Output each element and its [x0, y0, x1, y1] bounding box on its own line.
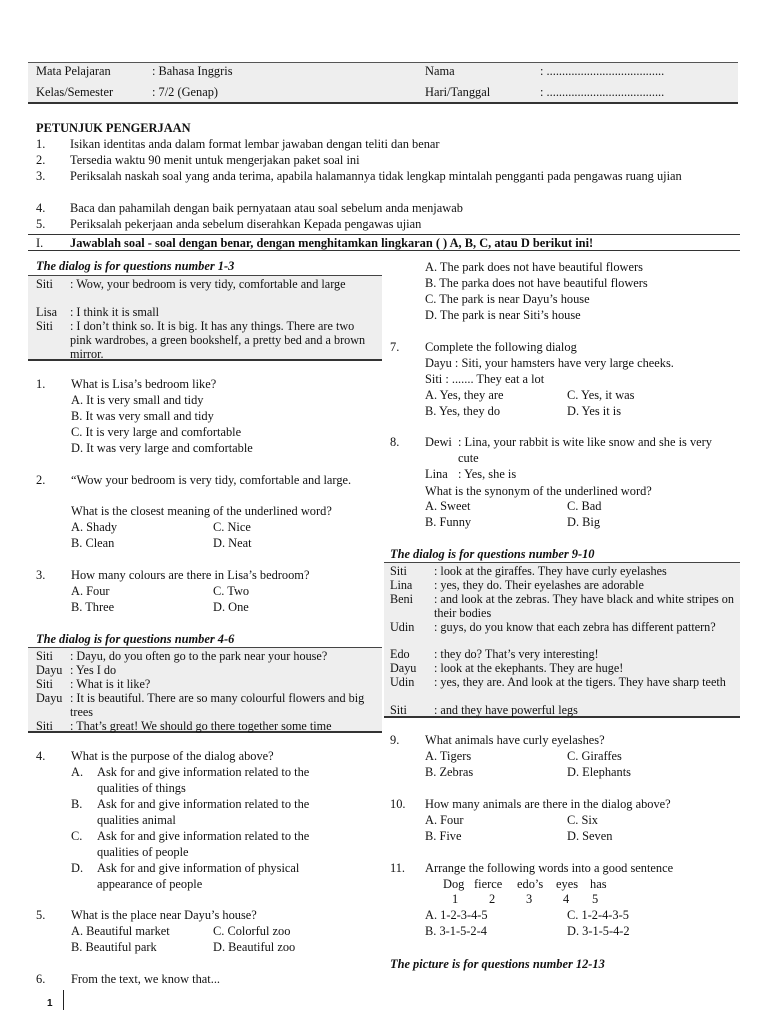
section-heading: I. Jawablah soal - soal dengan benar, dengan menghitamkan lingkaran ( ) A, B, C, atau D berikut ini! — [28, 234, 740, 251]
question-4: 4. What is the purpose of the dialog above? — [36, 749, 274, 763]
footer-divider — [63, 990, 64, 1010]
option-b[interactable]: B. It was very small and tidy — [71, 409, 214, 423]
instruction-item: 2. Tersedia waktu 90 menit untuk mengerjakan paket soal ini — [36, 153, 360, 167]
word-number: 1 — [452, 892, 459, 906]
date-label: Hari/Tanggal — [425, 85, 491, 99]
instruction-item: 5. Periksalah pekerjaan anda sebelum diserahkan Kepada pengawas ujian — [36, 217, 422, 231]
word-item: has — [590, 877, 607, 891]
option-c[interactable]: C. Ask for and give information related to the qualities of people — [71, 829, 310, 859]
option-d[interactable]: D. Seven — [567, 829, 613, 843]
option-a[interactable]: A. 1-2-3-4-5 — [425, 908, 488, 922]
dialog-line: Udin : guys, do you know that each zebra has different pattern? — [390, 620, 716, 634]
instruction-item: 1. Isikan identitas anda dalam format lembar jawaban dengan teliti dan benar — [36, 137, 440, 151]
dialog-line: Siti : and they have powerful legs — [390, 703, 578, 717]
picture-section-title: The picture is for questions number 12-13 — [390, 957, 605, 971]
question-3: 3. How many colours are there in Lisa’s bedroom? — [36, 568, 310, 582]
dialog-line: Siti : Wow, your bedroom is very tidy, comfortable and large — [36, 277, 346, 291]
dialog-title: The dialog is for questions number 4-6 — [36, 632, 235, 646]
question-10: 10. How many animals are there in the dialog above? — [390, 797, 671, 811]
question-2-prompt: What is the closest meaning of the underlined word? — [71, 504, 332, 518]
option-d[interactable]: D. Beautiful zoo — [213, 940, 296, 954]
dialog-line: Lisa : I think it is small — [36, 305, 160, 319]
option-b[interactable]: B. Three — [71, 600, 115, 614]
option-a[interactable]: A. It is very small and tidy — [71, 393, 204, 407]
dialog-line: Udin : yes, they are. And look at the tigers. They have sharp teeth — [390, 675, 726, 689]
dialog-line: Edo : they do? That’s very interesting! — [390, 647, 599, 661]
option-a[interactable]: A. Four — [71, 584, 110, 598]
option-b[interactable]: B. Yes, they do — [425, 404, 501, 418]
option-b[interactable]: B. Five — [425, 829, 462, 843]
dialog-line: Siti : look at the giraffes. They have curly eyelashes — [390, 564, 667, 578]
word-number: 5 — [592, 892, 599, 906]
option-b[interactable]: B. Ask for and give information related to the qualities animal — [71, 797, 310, 827]
option-c[interactable]: C. It is very large and comfortable — [71, 425, 242, 439]
word-item: Dog — [443, 877, 465, 891]
option-c[interactable]: C. 1-2-4-3-5 — [567, 908, 629, 922]
subject-label: Mata Pelajaran — [36, 64, 111, 78]
option-c[interactable]: C. Yes, it was — [567, 388, 635, 402]
option-d[interactable]: D. The park is near Siti’s house — [425, 308, 581, 322]
date-field[interactable]: : ...................................... — [540, 85, 665, 99]
name-field[interactable]: : ...................................... — [540, 64, 665, 78]
option-d[interactable]: D. Elephants — [567, 765, 632, 779]
option-a[interactable]: A. The park does not have beautiful flowers — [425, 260, 643, 274]
dialog-line: Siti : I don’t think so. It is big. It has any things. There are two pink wardrobes, a green bookshelf, a pretty bed and a brown mirror. — [36, 319, 366, 361]
word-item: edo’s — [517, 877, 544, 891]
question-8-prompt: What is the synonym of the underlined word? — [425, 484, 652, 498]
dialog-line: Dayu : Yes I do — [36, 663, 117, 677]
option-d[interactable]: D. Ask for and give information of physical appearance of people — [71, 861, 300, 891]
dialog-line: Dayu : It is beautiful. There are so many colourful flowers and big trees — [36, 691, 365, 719]
option-d[interactable]: D. 3-1-5-4-2 — [567, 924, 630, 938]
question-7: 7. Complete the following dialog — [390, 340, 577, 354]
option-d[interactable]: D. It was very large and comfortable — [71, 441, 253, 455]
question-2: 2. “Wow your bedroom is very tidy, comfortable and large. — [36, 473, 352, 487]
dialog-line: Lina : yes, they do. Their eyelashes are adorable — [390, 578, 644, 592]
option-d[interactable]: D. Neat — [213, 536, 252, 550]
option-b[interactable]: B. Zebras — [425, 765, 474, 779]
option-d[interactable]: D. Yes it is — [567, 404, 622, 418]
word-item: fierce — [474, 877, 503, 891]
word-number: 2 — [489, 892, 496, 906]
dialog-line: Siti : What is it like? — [36, 677, 151, 691]
option-d[interactable]: D. One — [213, 600, 249, 614]
option-a[interactable]: A. Sweet — [425, 499, 471, 513]
option-b[interactable]: B. Clean — [71, 536, 115, 550]
option-c[interactable]: C. Six — [567, 813, 598, 827]
question-7-dialog-line: Dayu : Siti, your hamsters have very large cheeks. — [425, 356, 674, 370]
word-number: 4 — [563, 892, 570, 906]
class-label: Kelas/Semester — [36, 85, 114, 99]
option-a[interactable]: A. Yes, they are — [425, 388, 504, 402]
name-label: Nama — [425, 64, 455, 78]
instruction-item: 4. Baca dan pahamilah dengan baik pernyataan atau soal sebelum anda menjawab — [36, 201, 463, 215]
dialog-title: The dialog is for questions number 9-10 — [390, 547, 595, 561]
option-d[interactable]: D. Big — [567, 515, 601, 529]
word-item: eyes — [556, 877, 579, 891]
option-b[interactable]: B. Beautiful park — [71, 940, 157, 954]
option-c[interactable]: C. Colorful zoo — [213, 924, 291, 938]
subject-value: : Bahasa Inggris — [152, 64, 233, 78]
dialog-line: Beni : and look at the zebras. They have black and white stripes on their bodies — [390, 592, 734, 620]
option-b[interactable]: B. Funny — [425, 515, 472, 529]
question-8: 8. Dewi : Lina, your rabbit is wite like snow and she is very cute — [390, 435, 712, 465]
option-c[interactable]: C. Giraffes — [567, 749, 622, 763]
option-c[interactable]: C. Nice — [213, 520, 251, 534]
dialog-line: Siti : That’s great! We should go there together some time — [36, 719, 332, 733]
question-11: 11. Arrange the following words into a good sentence — [390, 861, 674, 875]
dialog-title: The dialog is for questions number 1-3 — [36, 259, 235, 273]
page-number: 1 — [47, 998, 53, 1009]
option-c[interactable]: C. The park is near Dayu’s house — [425, 292, 590, 306]
question-9: 9. What animals have curly eyelashes? — [390, 733, 605, 747]
option-a[interactable]: A. Four — [425, 813, 464, 827]
question-7-dialog-line: Siti : ....... They eat a lot — [425, 372, 545, 386]
option-a[interactable]: A. Tigers — [425, 749, 472, 763]
option-a[interactable]: A. Ask for and give information related to the qualities of things — [71, 765, 310, 795]
dialog-line: Siti : Dayu, do you often go to the park near your house? — [36, 649, 328, 663]
question-8-speaker: Lina — [425, 467, 448, 481]
option-b[interactable]: B. 3-1-5-2-4 — [425, 924, 487, 938]
option-c[interactable]: C. Two — [213, 584, 250, 598]
dialog-line: Dayu : look at the ekephants. They are huge! — [390, 661, 624, 675]
option-b[interactable]: B. The parka does not have beautiful flowers — [425, 276, 648, 290]
option-a[interactable]: A. Shady — [71, 520, 118, 534]
option-a[interactable]: A. Beautiful market — [71, 924, 170, 938]
class-value: : 7/2 (Genap) — [152, 85, 219, 99]
word-number: 3 — [526, 892, 533, 906]
question-6: 6. From the text, we know that... — [36, 972, 221, 986]
question-8-line: : Yes, she is — [458, 467, 517, 481]
option-c[interactable]: C. Bad — [567, 499, 602, 513]
question-1: 1. What is Lisa’s bedroom like? — [36, 377, 217, 391]
instruction-item: 3. Periksalah naskah soal yang anda terima, apabila halamannya tidak lengkap mintalah pengganti pada pengawas ruang ujian — [36, 169, 682, 183]
question-5: 5. What is the place near Dayu’s house? — [36, 908, 257, 922]
instructions-title: PETUNJUK PENGERJAAN — [36, 121, 191, 135]
